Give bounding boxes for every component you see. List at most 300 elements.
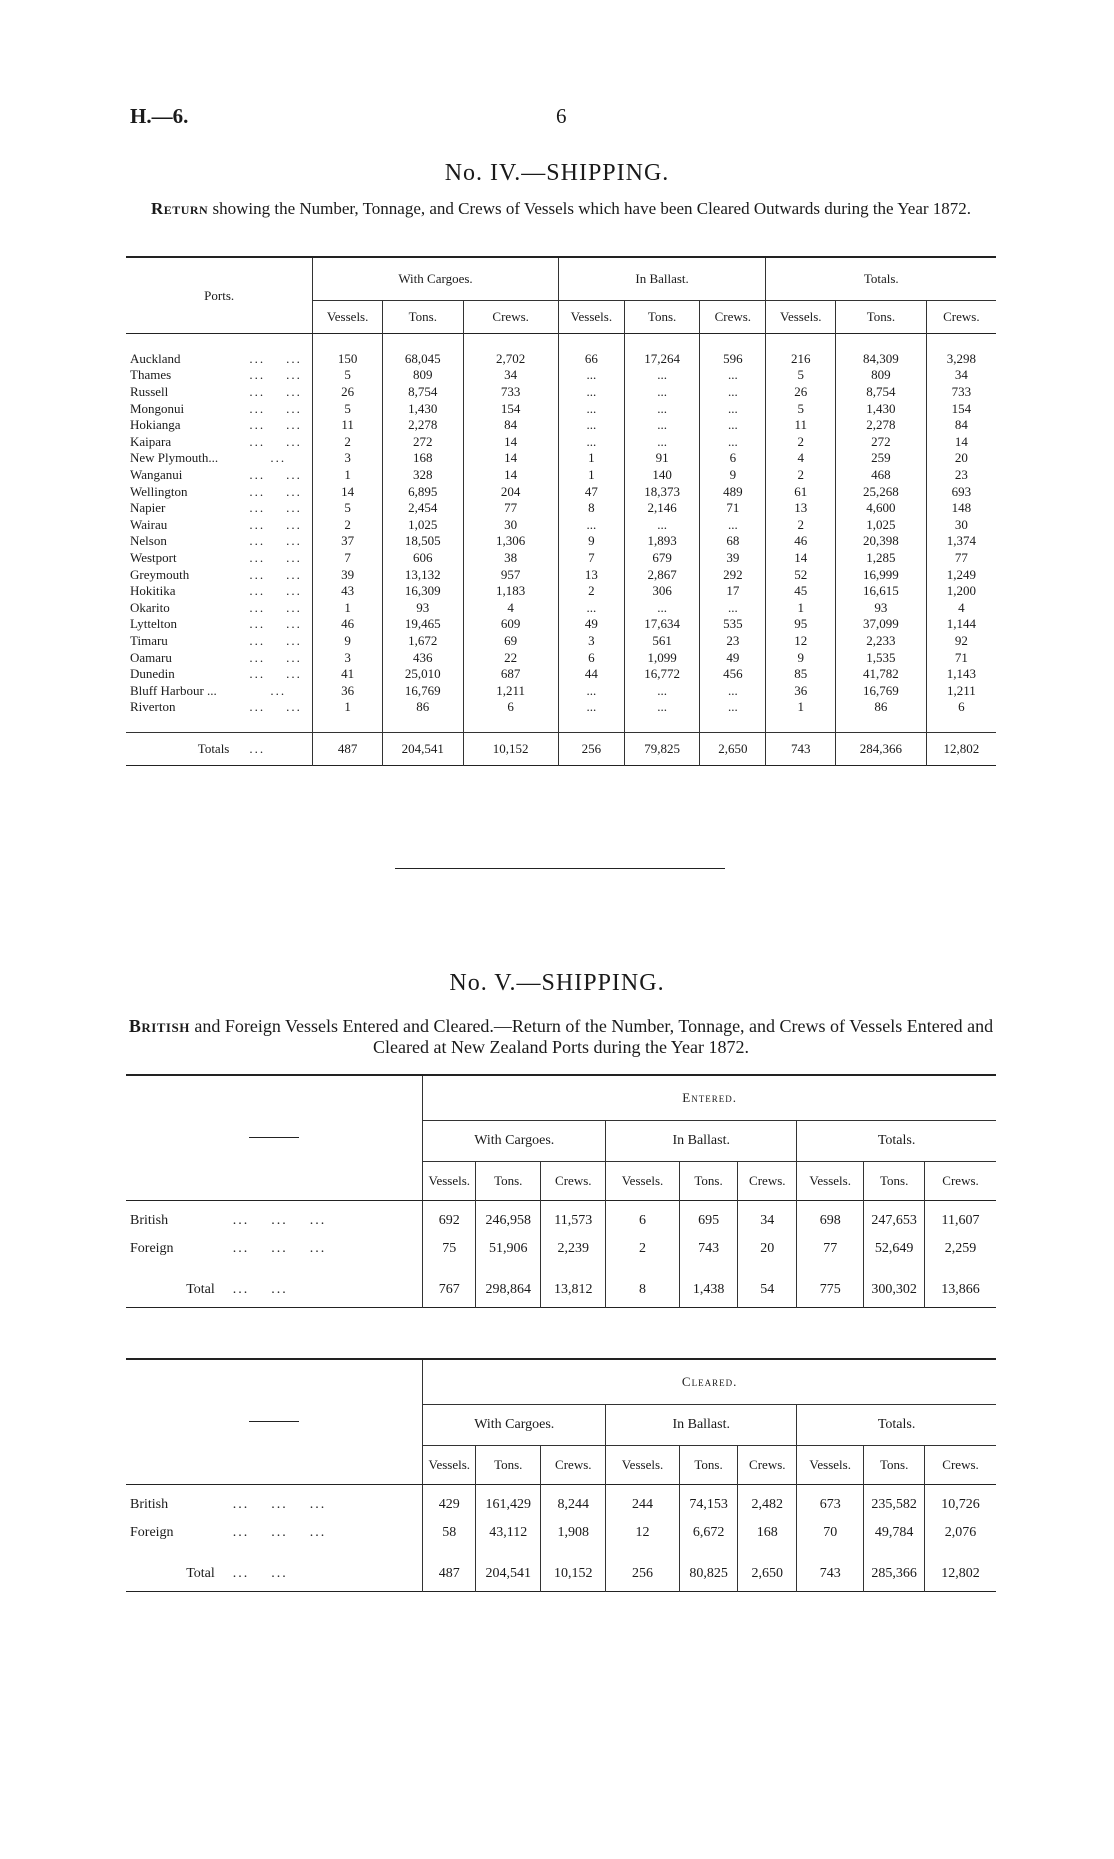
value-cell: 1,306 [463,533,558,550]
value-cell: 49 [558,616,624,633]
value-cell: 84 [463,417,558,434]
value-cell: 9 [700,467,766,484]
value-cell: 1 [558,467,624,484]
value-cell: 12 [766,633,836,650]
leader-dots: ... ... [249,400,302,416]
value-cell: 698 [797,1207,864,1235]
total-cell: 743 [766,733,836,766]
value-cell: 2,278 [382,417,463,434]
section-iv-description [126,199,996,219]
leader-dots: ... ... [249,433,302,449]
flag-row [126,1235,996,1263]
value-cell: 13,132 [382,566,463,583]
port-row [126,550,996,567]
value-cell: 14 [766,550,836,567]
group-header-totals: Totals. [766,257,996,301]
value-cell: 13 [558,566,624,583]
total-cell: 12,802 [926,733,996,766]
value-cell: 71 [926,649,996,666]
value-cell: 14 [463,450,558,467]
value-cell: 17,264 [625,351,700,368]
value-cell: 20 [926,450,996,467]
value-cell: 14 [463,434,558,451]
group-header-ballast: In Ballast. [606,1405,797,1446]
value-cell: 306 [625,583,700,600]
value-cell: 71 [700,500,766,517]
value-cell: 292 [700,566,766,583]
value-cell: 26 [766,384,836,401]
total-cell: 775 [797,1273,864,1308]
col-crews: Crews. [738,1446,797,1485]
section-v-desc-rest: and Foreign Vessels Entered and Cleared.—Return of the Number, Tonnage, and Crews of Vessels Entered and Cleared at New Zealand Ports during the Year 1872. [189,1016,994,1057]
port-name: Thames [130,367,172,383]
value-cell: 7 [558,550,624,567]
value-cell: 436 [382,649,463,666]
value-cell: 25,010 [382,666,463,683]
value-cell: 23 [700,633,766,650]
total-cell: 300,302 [864,1273,925,1308]
port-row [126,616,996,633]
value-cell: 3,298 [926,351,996,368]
value-cell: 809 [382,367,463,384]
value-cell: 9 [558,533,624,550]
value-cell: 4 [463,600,558,617]
value-cell: ... [625,384,700,401]
col-vessels: Vessels. [313,301,383,334]
total-label: Total [186,1282,215,1297]
leader-dots: ... ... [249,350,302,366]
col-crews: Crews. [925,1162,996,1201]
port-name: Hokitika [130,583,176,599]
value-cell: 20 [738,1235,797,1263]
value-cell: 743 [679,1235,738,1263]
col-vessels: Vessels. [797,1446,864,1485]
value-cell: 140 [625,467,700,484]
col-tons: Tons. [679,1446,738,1485]
value-cell: 11,607 [925,1207,996,1235]
value-cell: 30 [926,517,996,534]
leader-dots: ... ... [249,649,302,665]
value-cell: 16,309 [382,583,463,600]
value-cell: ... [625,367,700,384]
value-cell: 74,153 [679,1491,738,1519]
port-row [126,384,996,401]
group-header-ballast: In Ballast. [606,1121,797,1162]
flag-row [126,1491,996,1519]
port-row [126,417,996,434]
value-cell: 86 [382,699,463,716]
value-cell: 2,076 [925,1519,996,1547]
value-cell: 1,211 [463,682,558,699]
group-header-totals: Totals. [797,1121,996,1162]
value-cell: ... [700,400,766,417]
total-cell: 767 [423,1273,476,1308]
value-cell: 596 [700,351,766,368]
value-cell: 41 [313,666,383,683]
leader-dots: ... ... [249,417,302,433]
value-cell: 1 [313,600,383,617]
total-label: Total [186,1566,215,1581]
leader-dots: ... ... [249,384,302,400]
value-cell: 4 [926,600,996,617]
cleared-table [126,1358,996,1592]
value-cell: ... [625,682,700,699]
value-cell: 695 [679,1207,738,1235]
port-row [126,400,996,417]
total-dots: ... ... [232,1566,288,1581]
col-crews: Crews. [541,1162,606,1201]
total-cell: 1,438 [679,1273,738,1308]
value-cell: 36 [766,682,836,699]
value-cell: 456 [700,666,766,683]
value-cell: 259 [836,450,927,467]
total-cell: 80,825 [679,1557,738,1592]
port-row [126,351,996,368]
port-name: Hokianga [130,417,181,433]
value-cell: 673 [797,1491,864,1519]
value-cell: ... [700,517,766,534]
value-cell: 204 [463,483,558,500]
value-cell: 34 [738,1207,797,1235]
value-cell: 66 [558,351,624,368]
value-cell: 606 [382,550,463,567]
value-cell: 14 [463,467,558,484]
total-cell: 256 [606,1557,679,1592]
value-cell: 1,249 [926,566,996,583]
col-vessels: Vessels. [423,1162,476,1201]
flag-name: Foreign [130,1525,174,1540]
value-cell: 36 [313,682,383,699]
col-tons: Tons. [476,1162,541,1201]
leader-dots: ... ... [249,599,302,615]
col-tons: Tons. [679,1162,738,1201]
col-tons: Tons. [382,301,463,334]
value-cell: 328 [382,467,463,484]
port-row [126,583,996,600]
leader-dots: ... ... [249,566,302,582]
value-cell: ... [700,384,766,401]
value-cell: 733 [463,384,558,401]
port-row [126,682,996,699]
value-cell: 46 [313,616,383,633]
value-cell: 16,615 [836,583,927,600]
value-cell: 39 [313,566,383,583]
value-cell: 38 [463,550,558,567]
col-crews: Crews. [541,1446,606,1485]
value-cell: 23 [926,467,996,484]
leader-dots: ... ... ... [232,1497,327,1512]
value-cell: 154 [926,400,996,417]
value-cell: 154 [463,400,558,417]
value-cell: 85 [766,666,836,683]
value-cell: 95 [766,616,836,633]
port-row [126,434,996,451]
value-cell: 16,769 [382,682,463,699]
port-row [126,666,996,683]
value-cell: 44 [558,666,624,683]
value-cell: 1,099 [625,649,700,666]
value-cell: 58 [423,1519,476,1547]
port-row [126,566,996,583]
col-tons: Tons. [476,1446,541,1485]
value-cell: 84,309 [836,351,927,368]
value-cell: 19,465 [382,616,463,633]
document-code: H.—6. [130,104,189,128]
total-cell: 2,650 [738,1557,797,1592]
value-cell: 69 [463,633,558,650]
section-v-description [126,1016,996,1058]
totals-dots: ... [249,741,266,757]
value-cell: 11 [766,417,836,434]
value-cell: 17,634 [625,616,700,633]
value-cell: 46 [766,533,836,550]
col-vessels: Vessels. [558,301,624,334]
leader-dots: ... [249,682,287,698]
port-name: Mongonui [130,400,185,416]
value-cell: 2 [313,517,383,534]
value-cell: 468 [836,467,927,484]
total-cell: 204,541 [382,733,463,766]
port-row [126,699,996,716]
port-name: Nelson [130,533,167,549]
value-cell: 161,429 [476,1491,541,1519]
col-tons: Tons. [864,1162,925,1201]
total-cell: 487 [423,1557,476,1592]
port-row [126,367,996,384]
cleared-heading: Cleared. [423,1359,996,1405]
value-cell: 52 [766,566,836,583]
value-cell: 14 [313,483,383,500]
value-cell: ... [558,434,624,451]
value-cell: 429 [423,1491,476,1519]
section-iv-desc-lead: Return [150,199,209,218]
value-cell: 20,398 [836,533,927,550]
total-cell: 285,366 [864,1557,925,1592]
value-cell: 6 [558,649,624,666]
total-row [126,1273,996,1308]
value-cell: 8,244 [541,1491,606,1519]
value-cell: ... [700,699,766,716]
page-number: 6 [556,104,567,128]
value-cell: 687 [463,666,558,683]
entered-heading: Entered. [423,1075,996,1121]
value-cell: 6 [700,450,766,467]
total-cell: 2,650 [700,733,766,766]
value-cell: ... [625,517,700,534]
value-cell: 1 [313,467,383,484]
value-cell: 22 [463,649,558,666]
leader-dots: ... ... [249,550,302,566]
total-cell: 8 [606,1273,679,1308]
port-name: Okarito [130,599,170,615]
port-row [126,633,996,650]
group-header-ballast: In Ballast. [558,257,766,301]
port-name: Wanganui [130,467,183,483]
leader-dots: ... ... [249,516,302,532]
value-cell: 168 [738,1519,797,1547]
leader-dots: ... ... [249,533,302,549]
value-cell: 9 [766,649,836,666]
value-cell: 6 [463,699,558,716]
value-cell: 2 [766,467,836,484]
value-cell: 61 [766,483,836,500]
port-row [126,649,996,666]
col-vessels: Vessels. [423,1446,476,1485]
value-cell: 91 [625,450,700,467]
value-cell: 26 [313,384,383,401]
value-cell: 2,278 [836,417,927,434]
total-cell: 10,152 [541,1557,606,1592]
value-cell: 609 [463,616,558,633]
value-cell: 93 [836,600,927,617]
value-cell: ... [558,417,624,434]
value-cell: 246,958 [476,1207,541,1235]
value-cell: 8,754 [836,384,927,401]
group-header-cargoes: With Cargoes. [313,257,558,301]
totals-label: Totals [197,741,230,757]
total-cell: 204,541 [476,1557,541,1592]
value-cell: 1,430 [836,400,927,417]
value-cell: 1,908 [541,1519,606,1547]
port-name: Lyttelton [130,616,177,632]
value-cell: 77 [463,500,558,517]
value-cell: 8,754 [382,384,463,401]
section-v-title: No. V.—SHIPPING. [449,970,665,996]
value-cell: 1,430 [382,400,463,417]
leader-dots: ... ... [249,583,302,599]
value-cell: 11 [313,417,383,434]
col-vessels: Vessels. [766,301,836,334]
leader-dots: ... ... [249,666,302,682]
value-cell: 6 [926,699,996,716]
value-cell: 1,211 [926,682,996,699]
value-cell: 39 [700,550,766,567]
total-cell: 743 [797,1557,864,1592]
value-cell: 2 [313,434,383,451]
total-cell: 54 [738,1273,797,1308]
value-cell: 561 [625,633,700,650]
value-cell: ... [700,417,766,434]
total-cell: 13,812 [541,1273,606,1308]
port-name: Napier [130,500,166,516]
value-cell: ... [558,384,624,401]
port-row [126,483,996,500]
port-name: Wellington [130,483,188,499]
value-cell: 34 [463,367,558,384]
value-cell: 2,239 [541,1235,606,1263]
value-cell: 489 [700,483,766,500]
value-cell: 2 [606,1235,679,1263]
value-cell: 6,672 [679,1519,738,1547]
total-cell: 13,866 [925,1273,996,1308]
value-cell: 216 [766,351,836,368]
total-cell: 487 [313,733,383,766]
value-cell: 16,999 [836,566,927,583]
value-cell: 4 [766,450,836,467]
value-cell: 75 [423,1235,476,1263]
port-row [126,450,996,467]
value-cell: 1,143 [926,666,996,683]
value-cell: 3 [313,450,383,467]
value-cell: 16,772 [625,666,700,683]
value-cell: 18,373 [625,483,700,500]
port-name: Dunedin [130,666,175,682]
value-cell: 14 [926,434,996,451]
leader-dots: ... [249,450,287,466]
total-cell: 79,825 [625,733,700,766]
leader-dots: ... ... [249,699,302,715]
value-cell: 2 [558,583,624,600]
flag-row [126,1519,996,1547]
port-name: Timaru [130,632,168,648]
port-name: New Plymouth... [130,450,219,466]
value-cell: 41,782 [836,666,927,683]
port-name: Auckland [130,350,181,366]
value-cell: 679 [625,550,700,567]
port-name: Wairau [130,516,168,532]
value-cell: 2,259 [925,1235,996,1263]
value-cell: 1 [766,600,836,617]
total-cell: 284,366 [836,733,927,766]
col-crews: Crews. [925,1446,996,1485]
value-cell: 77 [926,550,996,567]
section-v-desc-lead: British [128,1016,190,1036]
value-cell: 77 [797,1235,864,1263]
total-row [126,1557,996,1592]
leader-dots: ... ... [249,632,302,648]
row-label-header [126,1075,423,1201]
value-cell: 43,112 [476,1519,541,1547]
value-cell: 1,672 [382,633,463,650]
value-cell: ... [558,400,624,417]
leader-dots: ... ... ... [232,1241,327,1256]
value-cell: 34 [926,367,996,384]
value-cell: 1,893 [625,533,700,550]
section-iv-desc-rest: showing the Number, Tonnage, and Crews of Vessels which have been Cleared Outwards during the Year 1872. [208,199,972,218]
value-cell: 52,649 [864,1235,925,1263]
value-cell: 247,653 [864,1207,925,1235]
value-cell: ... [700,434,766,451]
flag-name: British [130,1497,169,1512]
value-cell: 12 [606,1519,679,1547]
col-vessels: Vessels. [797,1162,864,1201]
col-vessels: Vessels. [606,1162,679,1201]
total-dots: ... ... [232,1282,288,1297]
flag-row [126,1207,996,1235]
total-cell: 12,802 [925,1557,996,1592]
port-name: Bluff Harbour ... [130,682,217,698]
value-cell: 244 [606,1491,679,1519]
group-header-cargoes: With Cargoes. [423,1405,606,1446]
value-cell: 5 [313,367,383,384]
value-cell: 2,233 [836,633,927,650]
value-cell: ... [625,434,700,451]
leader-dots: ... ... [249,616,302,632]
value-cell: 957 [463,566,558,583]
port-row [126,517,996,534]
value-cell: 7 [313,550,383,567]
value-cell: 68,045 [382,351,463,368]
value-cell: ... [700,367,766,384]
value-cell: 6,895 [382,483,463,500]
port-row [126,533,996,550]
value-cell: 1,374 [926,533,996,550]
value-cell: 16,769 [836,682,927,699]
value-cell: 8 [558,500,624,517]
col-crews: Crews. [700,301,766,334]
value-cell: 92 [926,633,996,650]
col-tons: Tons. [864,1446,925,1485]
